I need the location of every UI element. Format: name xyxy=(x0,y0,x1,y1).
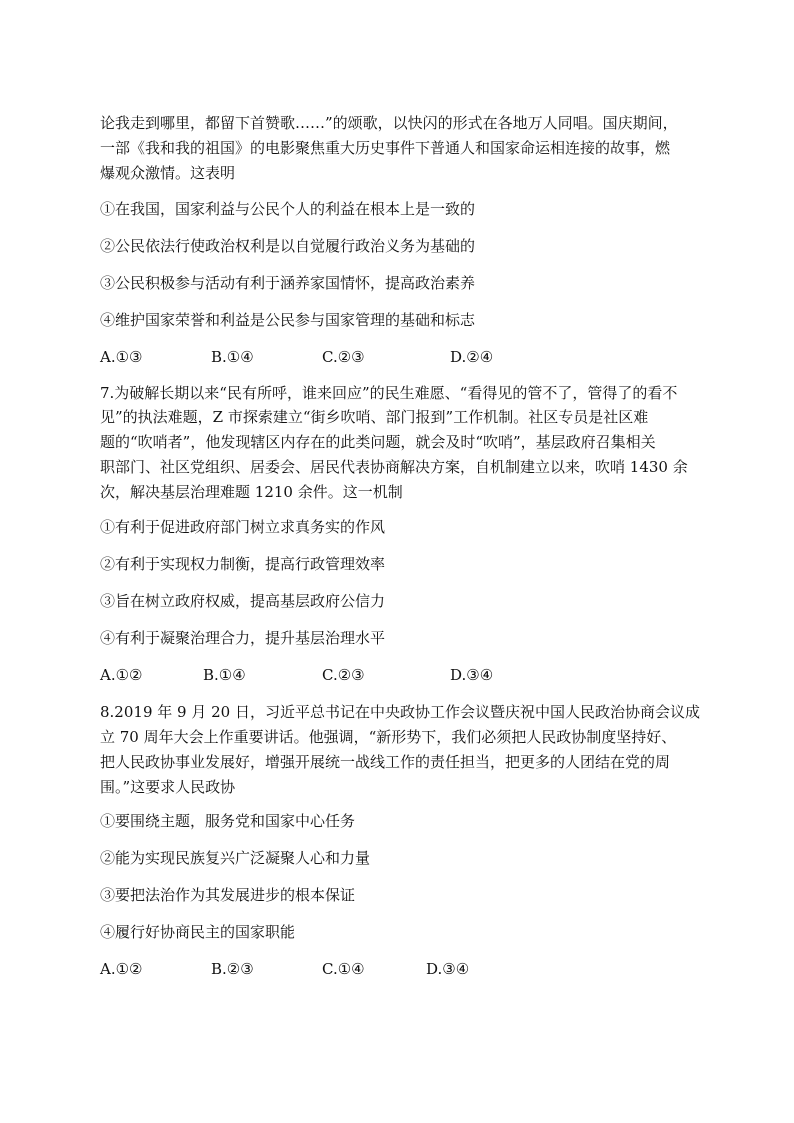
stem-line: 围。”这要求人民政协 xyxy=(100,778,236,796)
statement-2: ②能为实现民族复兴广泛凝聚人心和力量 xyxy=(100,849,371,867)
question-8-options xyxy=(100,956,700,982)
statement-2: ②公民依法行使政治权利是以自觉履行政治义务为基础的 xyxy=(100,237,476,255)
option-b[interactable]: B.②③ xyxy=(211,960,254,978)
option-d[interactable]: D.③④ xyxy=(426,960,470,978)
option-c[interactable]: C.②③ xyxy=(322,348,365,366)
option-c[interactable]: C.①④ xyxy=(322,960,365,978)
stem-line: 见”的执法难题，Z 市探索建立“街乡吹哨、部门报到”工作机制。社区专员是社区难 xyxy=(100,408,649,426)
stem-line: 题的“吹哨者”，他发现辖区内存在的此类问题，就会及时“吹哨”，基层政府召集相关 xyxy=(100,433,656,451)
question-7-options xyxy=(100,662,700,688)
stem-line: 8.2019 年 9 月 20 日，习近平总书记在中央政协工作会议暨庆祝中国人民政治协商会议成 xyxy=(100,703,700,721)
stem-line: 7.为破解长期以来“民有所呼，谁来回应”的民生难愿、“看得见的管不了，管得了的看不 xyxy=(100,384,678,402)
stem-line: 论我走到哪里，都留下首赞歌……”的颂歌，以快闪的形式在各地万人同唱。国庆期间， xyxy=(100,114,678,132)
statement-1: ①有利于促进政府部门树立求真务实的作风 xyxy=(100,518,386,536)
stem-line: 一部《我和我的祖国》的电影聚焦重大历史事件下普通人和国家命运相连接的故事，燃 xyxy=(100,139,671,157)
option-a[interactable]: A.①③ xyxy=(100,348,143,366)
option-d[interactable]: D.②④ xyxy=(450,348,494,366)
option-b[interactable]: B.①④ xyxy=(203,666,246,684)
statement-4: ④维护国家荣誉和利益是公民参与国家管理的基础和标志 xyxy=(100,311,476,329)
statement-2: ②有利于实现权力制衡，提高行政管理效率 xyxy=(100,555,386,573)
option-b[interactable]: B.①④ xyxy=(211,348,254,366)
stem-line: 把人民政协事业发展好，增强开展统一战线工作的责任担当，把更多的人团结在党的周 xyxy=(100,753,671,771)
statement-4: ④履行好协商民主的国家职能 xyxy=(100,923,296,941)
option-a[interactable]: A.①② xyxy=(100,960,143,978)
statement-3: ③公民积极参与活动有利于涵养家国情怀，提高政治素养 xyxy=(100,274,476,292)
option-a[interactable]: A.①② xyxy=(100,666,143,684)
stem-line: 爆观众激情。这表明 xyxy=(100,164,236,182)
statement-3: ③旨在树立政府权威，提高基层政府公信力 xyxy=(100,592,386,610)
statement-1: ①要围绕主题，服务党和国家中心任务 xyxy=(100,812,356,830)
statement-1: ①在我国，国家利益与公民个人的利益在根本上是一致的 xyxy=(100,200,476,218)
stem-line: 职部门、社区党组织、居委会、居民代表协商解决方案，自机制建立以来，吹哨 1430 余 xyxy=(100,458,688,476)
statement-4: ④有利于凝聚治理合力，提升基层治理水平 xyxy=(100,629,386,647)
statement-3: ③要把法治作为其发展进步的根本保证 xyxy=(100,886,356,904)
stem-line: 立 70 周年大会上作重要讲话。他强调，“新形势下，我们必须把人民政协制度坚持好、 xyxy=(100,728,677,746)
option-d[interactable]: D.③④ xyxy=(450,666,494,684)
question-6-options xyxy=(100,344,700,370)
stem-line: 次，解决基层治理难题 1210 余件。这一机制 xyxy=(100,483,403,501)
option-c[interactable]: C.②③ xyxy=(322,666,365,684)
